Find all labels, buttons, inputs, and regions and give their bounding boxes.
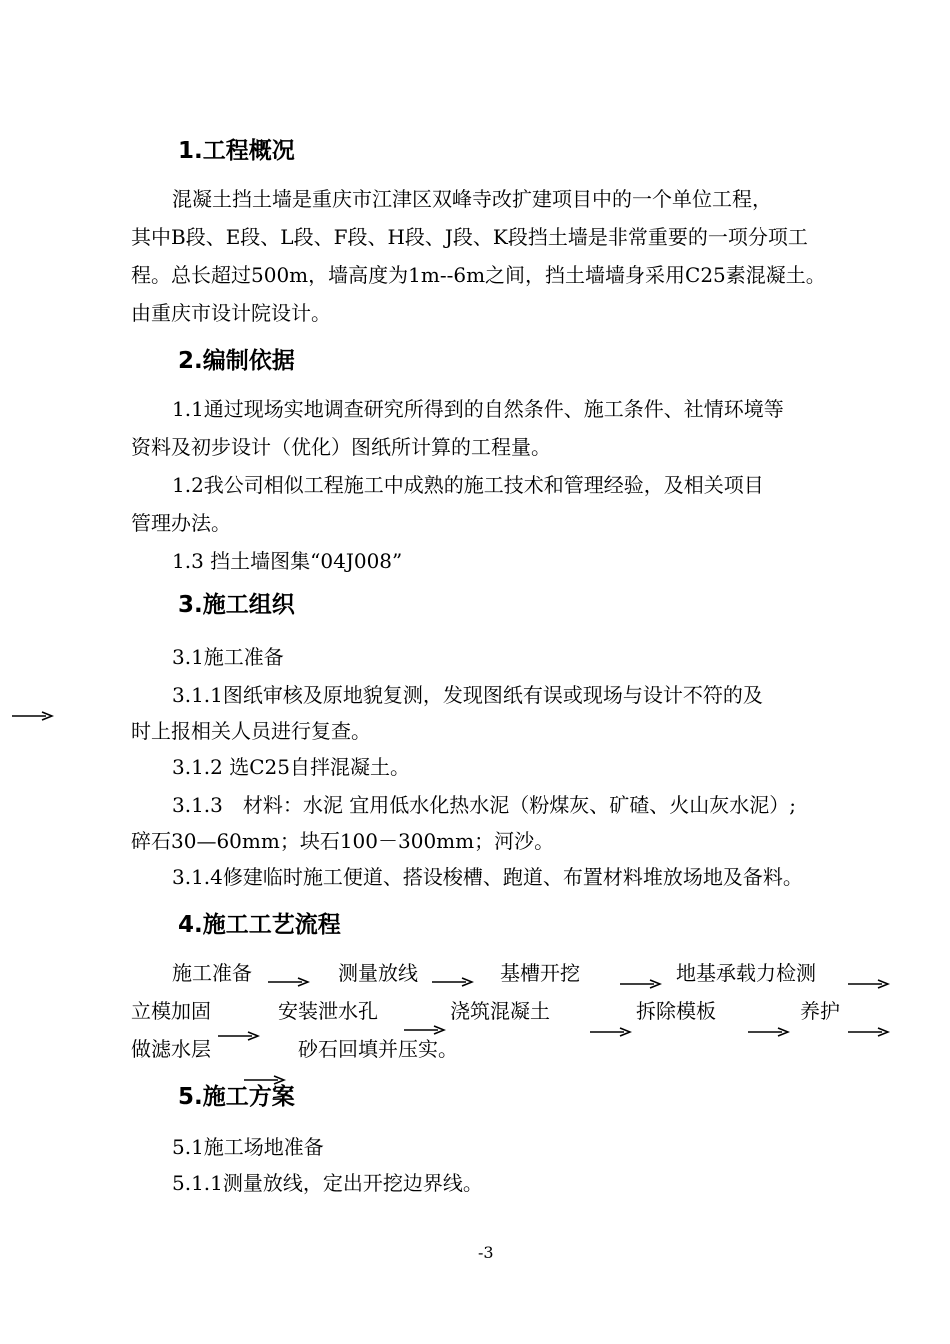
paragraph-line: 1.2我公司相似工程施工中成熟的施工技术和管理经验，及相关项目 xyxy=(172,473,764,497)
flow-step: 地基承载力检测 xyxy=(676,961,816,985)
section-5-heading: 5.施工方案 xyxy=(178,1084,295,1110)
paragraph-line: 3.1.4修建临时施工便道、搭设梭槽、跑道、布置材料堆放场地及备料。 xyxy=(172,865,803,889)
arrow-right-icon xyxy=(432,976,474,988)
arrow-right-icon xyxy=(748,1026,790,1038)
page-number: -3 xyxy=(478,1243,494,1262)
paragraph-line: 1.1通过现场实地调查研究所得到的自然条件、施工条件、社情环境等 xyxy=(172,397,784,421)
paragraph-line: 3.1.1图纸审核及原地貌复测，发现图纸有误或现场与设计不符的及 xyxy=(172,683,763,707)
flow-step: 拆除模板 xyxy=(636,999,716,1023)
paragraph-line: 混凝土挡土墙是重庆市江津区双峰寺改扩建项目中的一个单位工程， xyxy=(172,187,772,211)
paragraph-line: 资料及初步设计（优化）图纸所计算的工程量。 xyxy=(131,435,551,459)
flow-step: 立模加固 xyxy=(131,999,211,1023)
paragraph-line: 碎石30—60mm；块石100－300mm；河沙。 xyxy=(131,829,555,853)
paragraph-line: 3.1施工准备 xyxy=(172,645,284,669)
paragraph-line: 其中B段、E段、L段、F段、H段、J段、K段挡土墙是非常重要的一项分项工 xyxy=(131,225,808,249)
section-2-heading: 2.编制依据 xyxy=(178,348,295,374)
section-3-heading: 3.施工组织 xyxy=(178,592,295,618)
arrow-right-icon xyxy=(620,978,662,990)
arrow-right-icon xyxy=(268,976,310,988)
paragraph-line: 由重庆市设计院设计。 xyxy=(131,301,331,325)
paragraph-line: 1.3 挡土墙图集“04J008” xyxy=(172,549,403,573)
paragraph-line: 时上报相关人员进行复查。 xyxy=(131,719,371,743)
paragraph-line: 3.1.3 材料：水泥 宜用低水化热水泥（粉煤灰、矿碴、火山灰水泥）; xyxy=(172,793,796,817)
flow-step: 养护 xyxy=(800,999,840,1023)
flow-step: 做滤水层 xyxy=(131,1037,211,1061)
paragraph-line: 程。总长超过500m，墙高度为1m--6m之间，挡土墙墙身采用C25素混凝土。 xyxy=(131,263,826,287)
section-1-heading: 1.工程概况 xyxy=(178,138,295,164)
arrow-right-icon xyxy=(848,1026,890,1038)
flow-step: 测量放线 xyxy=(338,961,418,985)
arrow-right-icon xyxy=(218,1030,260,1042)
flow-step: 浇筑混凝土 xyxy=(450,999,550,1023)
paragraph-line: 5.1.1测量放线，定出开挖边界线。 xyxy=(172,1171,483,1195)
arrow-right-icon xyxy=(590,1026,632,1038)
flow-step: 施工准备 xyxy=(172,961,252,985)
paragraph-line: 管理办法。 xyxy=(131,511,231,535)
paragraph-line: 5.1施工场地准备 xyxy=(172,1135,324,1159)
flow-step: 砂石回填并压实。 xyxy=(298,1037,458,1061)
flow-step: 基槽开挖 xyxy=(500,961,580,985)
arrow-right-icon xyxy=(12,710,54,722)
paragraph-line: 3.1.2 选C25自拌混凝土。 xyxy=(172,755,410,779)
section-4-heading: 4.施工工艺流程 xyxy=(178,912,341,938)
arrow-right-icon xyxy=(404,1024,446,1036)
flow-step: 安装泄水孔 xyxy=(278,999,378,1023)
arrow-right-icon xyxy=(848,978,890,990)
